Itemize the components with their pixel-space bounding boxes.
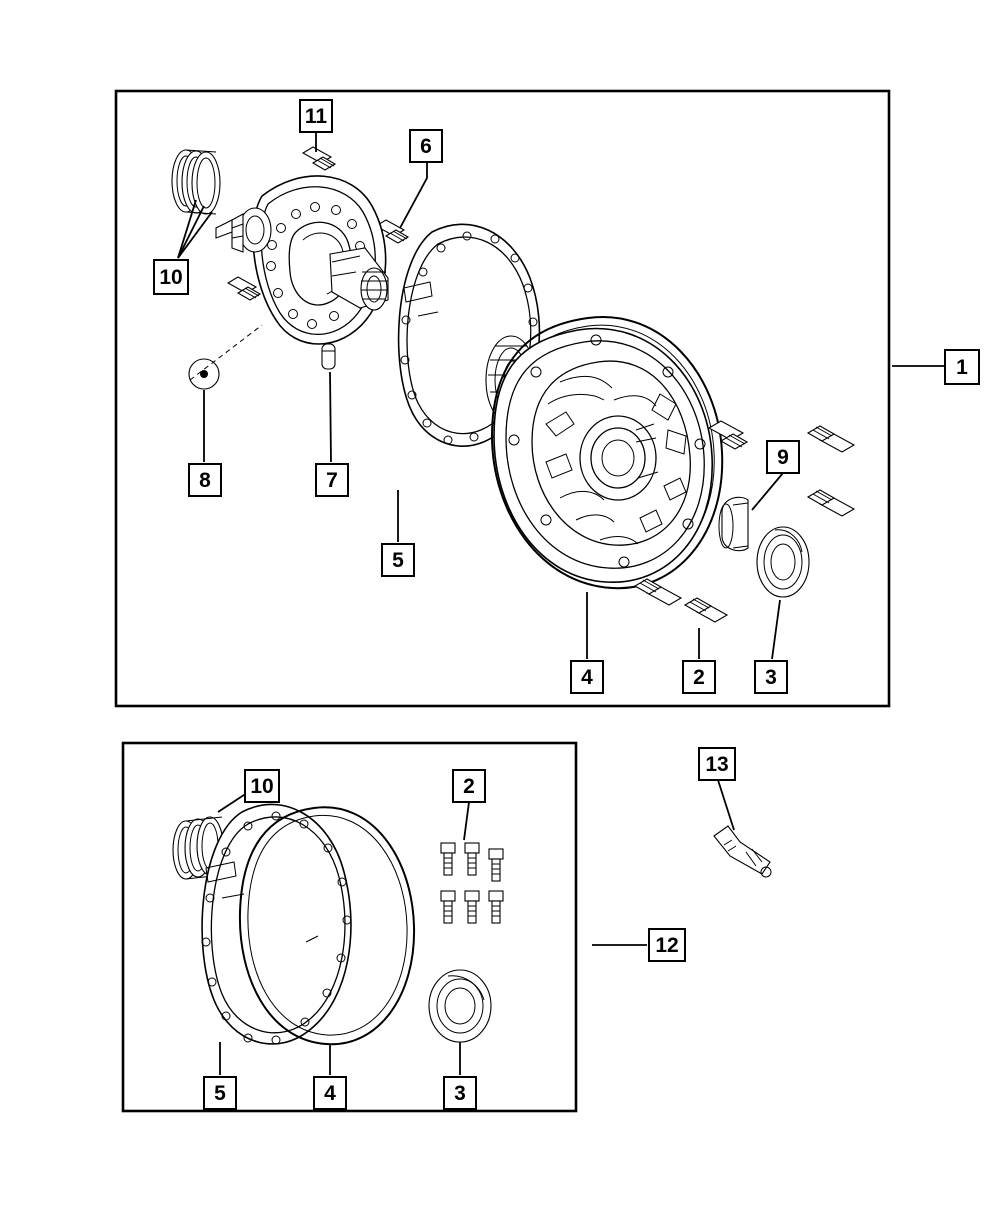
kit-bolt-6 (489, 891, 503, 923)
part-13-sensor (714, 826, 771, 877)
callout-4[interactable]: 4 (570, 660, 604, 694)
kit-bolt-3 (489, 849, 503, 881)
part-1-pump-body (494, 329, 712, 583)
part-2-bolt-e (808, 490, 854, 516)
kit-bolt-5 (465, 891, 479, 923)
part-3-seal (757, 527, 809, 597)
kit-bolt-4 (441, 891, 455, 923)
kit-bolt-2 (465, 843, 479, 875)
part-3-kit-seal (429, 970, 491, 1042)
part-7-dowel-pin (322, 344, 335, 369)
part-2-bolt-b (635, 579, 681, 605)
callout-2[interactable]: 2 (682, 660, 716, 694)
callout-7[interactable]: 7 (315, 463, 349, 497)
part-11-bolt (303, 147, 335, 170)
callout-1[interactable]: 1 (944, 349, 980, 385)
part-2-bolt-d (808, 426, 854, 452)
callout-9[interactable]: 9 (766, 440, 800, 474)
callout-8[interactable]: 8 (188, 463, 222, 497)
callout-6[interactable]: 6 (409, 129, 443, 163)
part-11-bolt-2 (228, 277, 260, 300)
callout-5[interactable]: 5 (381, 543, 415, 577)
part-10-seal-rings (172, 150, 220, 214)
callout-4-kit[interactable]: 4 (313, 1076, 347, 1110)
part-2-kit-bolts (441, 843, 503, 923)
callout-10-kit[interactable]: 10 (244, 769, 280, 803)
callout-11[interactable]: 11 (299, 99, 333, 133)
kit-bolt-1 (441, 843, 455, 875)
part-2-bolt-a (709, 421, 747, 449)
callout-12[interactable]: 12 (648, 928, 686, 962)
callout-3-kit[interactable]: 3 (443, 1076, 477, 1110)
callout-2-kit[interactable]: 2 (452, 769, 486, 803)
part-8-plug (189, 359, 219, 389)
callout-5-kit[interactable]: 5 (203, 1076, 237, 1110)
part-2-bolt-c (685, 598, 727, 622)
part-9-bushing (719, 497, 748, 550)
callout-13[interactable]: 13 (698, 747, 736, 781)
callout-10[interactable]: 10 (153, 259, 189, 295)
callout-3[interactable]: 3 (754, 660, 788, 694)
